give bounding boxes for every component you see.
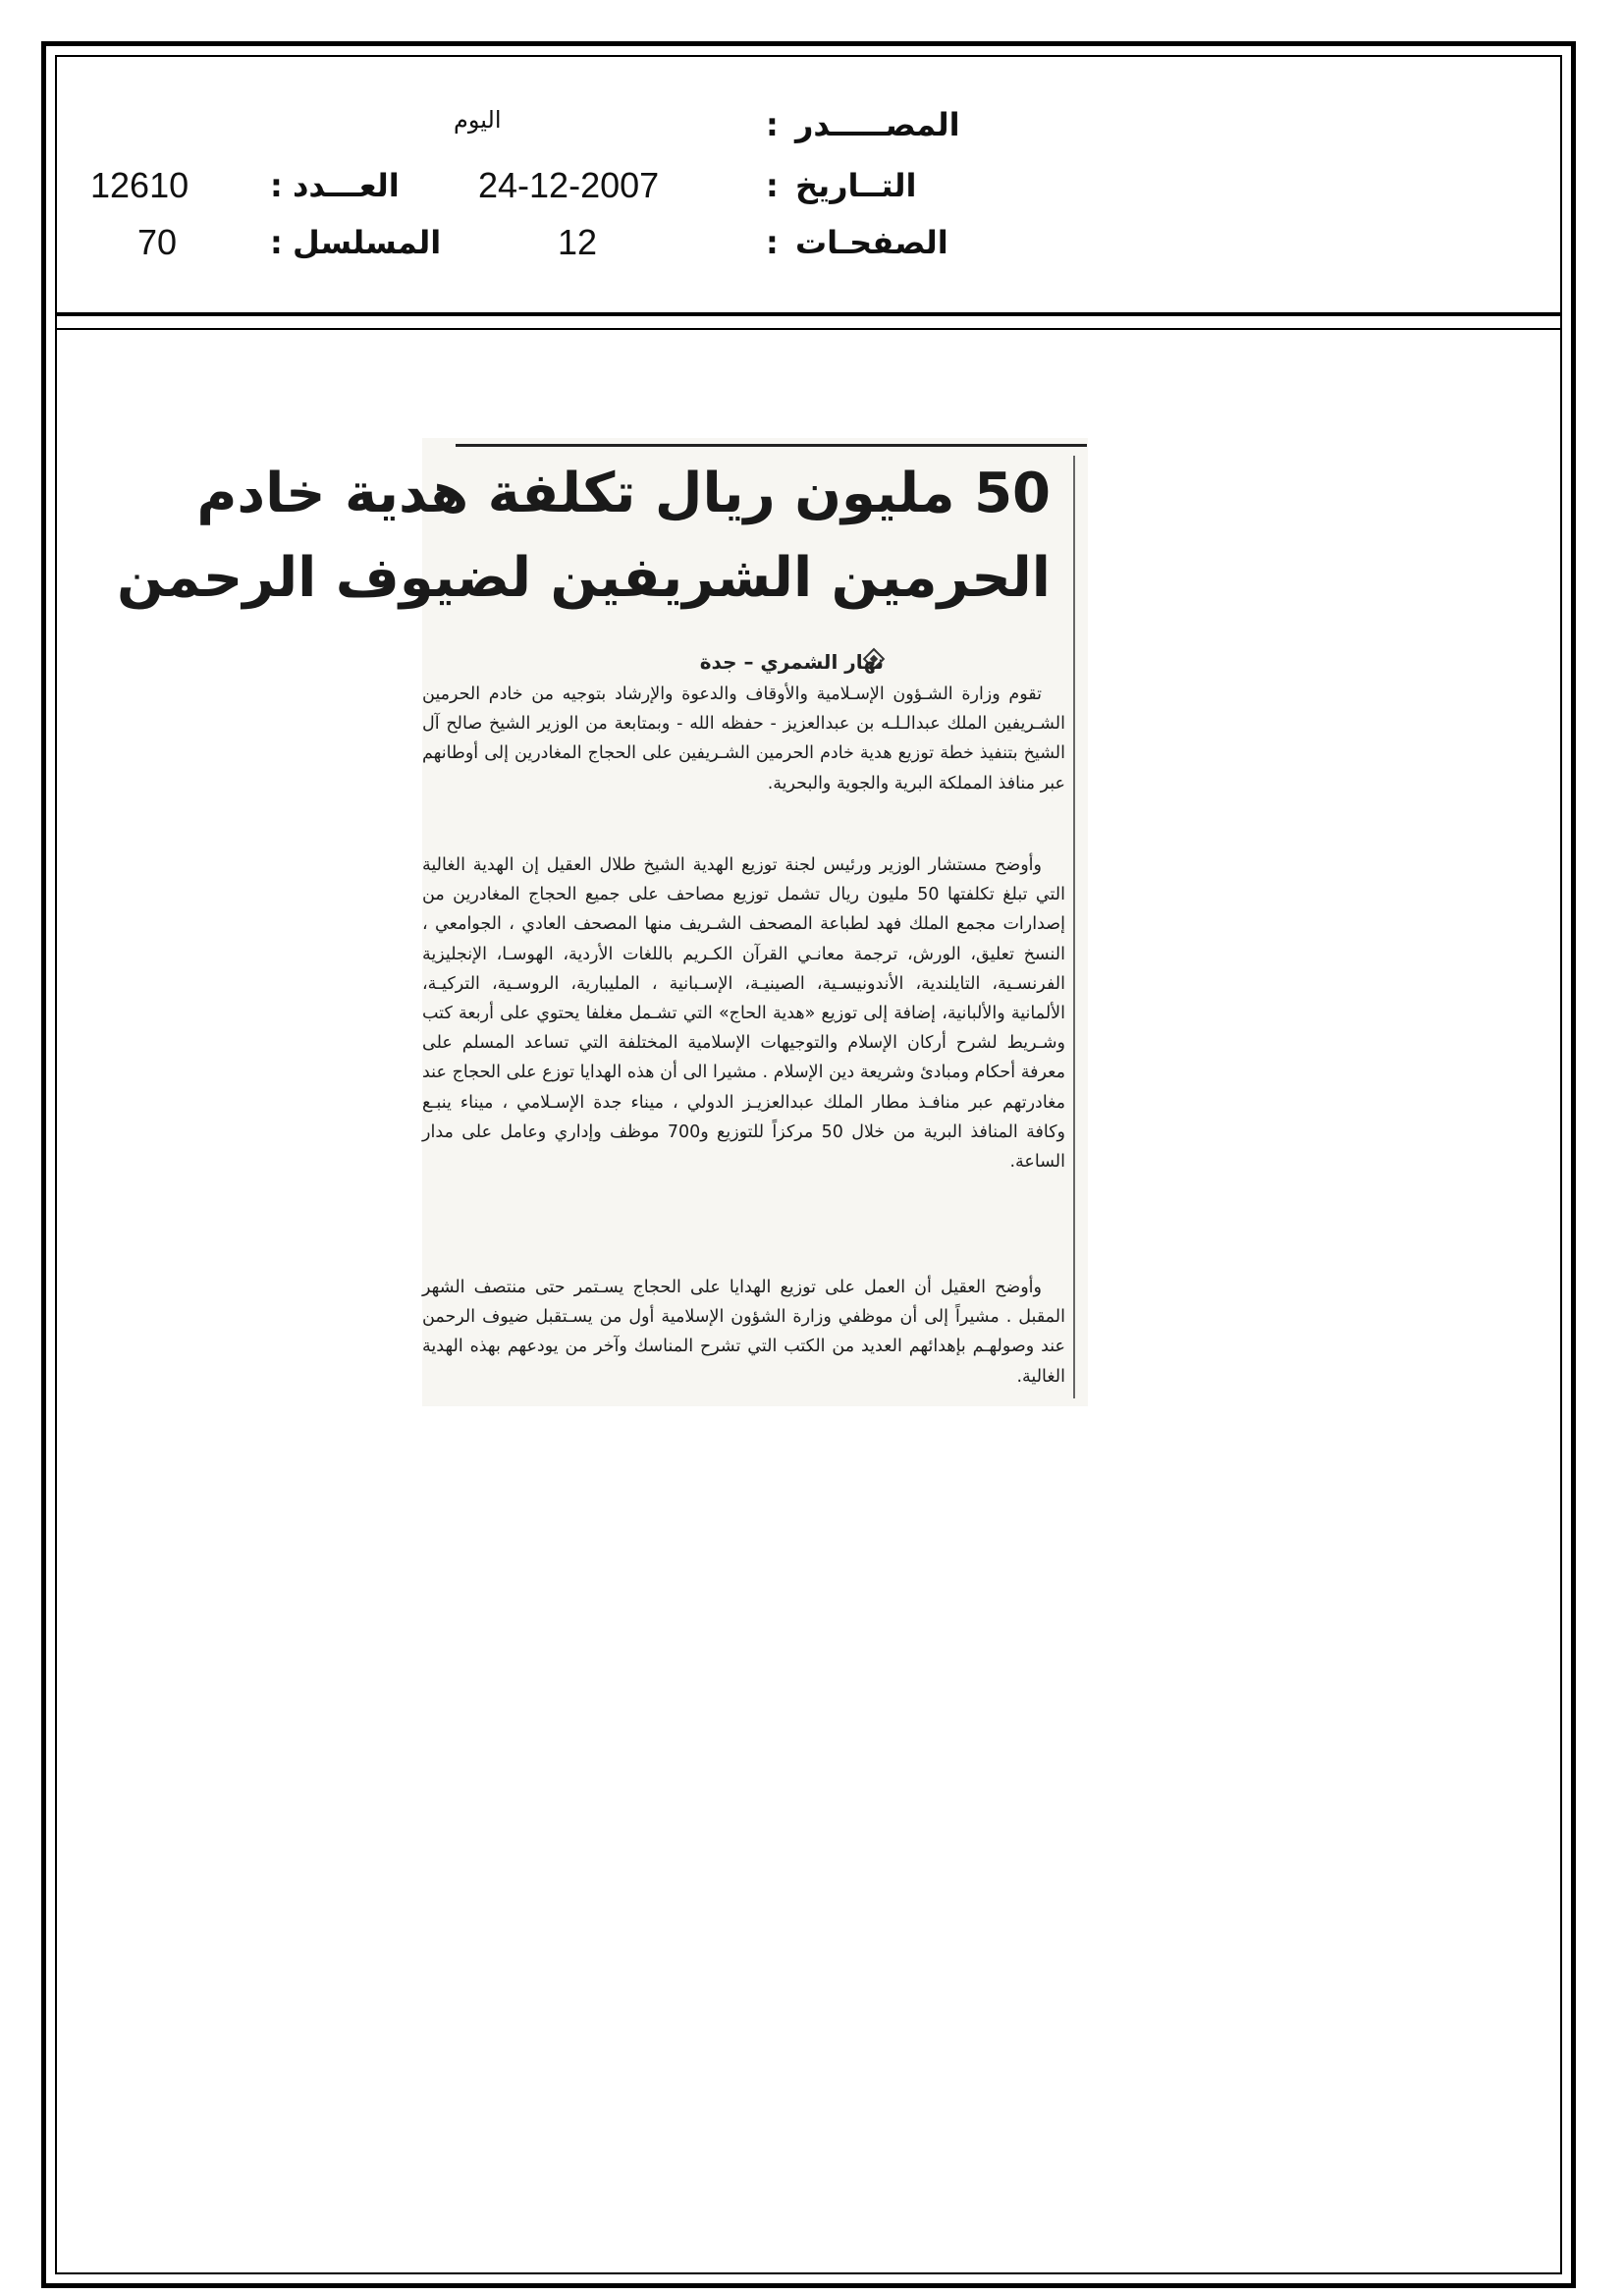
issue-colon: : [270, 167, 283, 204]
source-label: المصـــــدر [795, 106, 960, 143]
clipping-top-rule [456, 444, 1087, 447]
pages-value: 12 [558, 222, 598, 262]
serial-colon: : [270, 224, 283, 261]
source-value: اليوم [454, 106, 502, 134]
issue-label: العـــدد [293, 167, 400, 204]
source-colon: : [766, 106, 779, 143]
date-value: 24-12-2007 [478, 165, 660, 205]
pages-label: الصفحـات [795, 224, 948, 261]
header-divider-thin [55, 328, 1562, 330]
article-headline-line-2: الحرمين الشريفين لضيوف الرحمن [116, 546, 1051, 610]
issue-value: 12610 [90, 165, 189, 205]
date-label: التــاريخ [795, 167, 917, 204]
header-divider [55, 312, 1562, 316]
date-colon: : [766, 167, 779, 204]
serial-value: 70 [137, 222, 178, 262]
pages-colon: : [766, 224, 779, 261]
article-paragraph-3: وأوضح العقيل أن العمل على توزيع الهدايا على الحجاج يسـتمر حتى منتصف الشهر المقبل . مشيراً إلى أن موظفي وزارة الشؤون الإسلامية أول من يسـتقبل ضيوف الرحمن عند وصولهـم بإهدائهم العديد من الكتب التي تشرح المناسك وآخر من يودعهم بهذه الهدية الغالية. [422, 1278, 1065, 1387]
clipping-column-rule [1073, 456, 1075, 1398]
article-byline: نهار الشمري – جدة [699, 650, 884, 674]
article-paragraph-1: تقوم وزارة الشـؤون الإسـلامية والأوقاف والدعوة والإرشاد بتوجيه من خادم الحرمين الشـريفين الملك عبدالـلـه بن عبدالعزيز - حفظه الله - وبمتابعة من الوزير الشيخ صالح آل الشيخ بتنفيذ خطة توزيع هدية خادم الحرمين الشـريفين على الحجاج المغادرين إلى أوطانهم عبر منافذ المملكة البرية والجوية والبحرية. [422, 684, 1065, 793]
article-headline-line-1: 50 مليون ريال تكلفة هدية خادم [196, 462, 1051, 525]
serial-label: المسلسل [293, 224, 442, 261]
article-paragraph-2: وأوضح مستشار الوزير ورئيس لجنة توزيع الهدية الشيخ طلال العقيل إن الهدية الغالية التي تبلغ تكلفتها 50 مليون ريال تشمل توزيع مصاحف على جميع الحجاج المغادرين من إصدارات مجمع الملك فهد لطباعة المصحف الشـريف منها المصحف العادي ، الجوامعي ، النسخ تعليق، الورش، ترجمة معانـي القرآن الكـريم باللغات الأردية، الهوسـا، الإنجليزية الفرنسـية، التايلندية، الأندونيسـية، الصينيـة، الإسـبانية ، المليبارية، الروسـية، التركيـة، الألمانية والألبانية، إضافة إلى توزيع «هدية الحاج» التي تشـمل مغلفا يحتوي على أربعة كتب وشـريط لشرح أركان الإسلام والتوجيهات الإسلامية المختلفة التي تساعد المسلم على معرفة أحكام ومبادئ وشريعة دين الإسلام . مشيرا الى أن هذه الهدايا توزع على الحجاج عند مغادرتهم عبر منافـذ مطار الملك عبدالعزيـز الدولي ، ميناء جدة الإسـلامي ، ميناء ينبـع وكافة المنافذ البرية من خلال 50 مركزاً للتوزيع و700 موظف وإداري وعامل على مدار الساعة. [422, 855, 1065, 1173]
